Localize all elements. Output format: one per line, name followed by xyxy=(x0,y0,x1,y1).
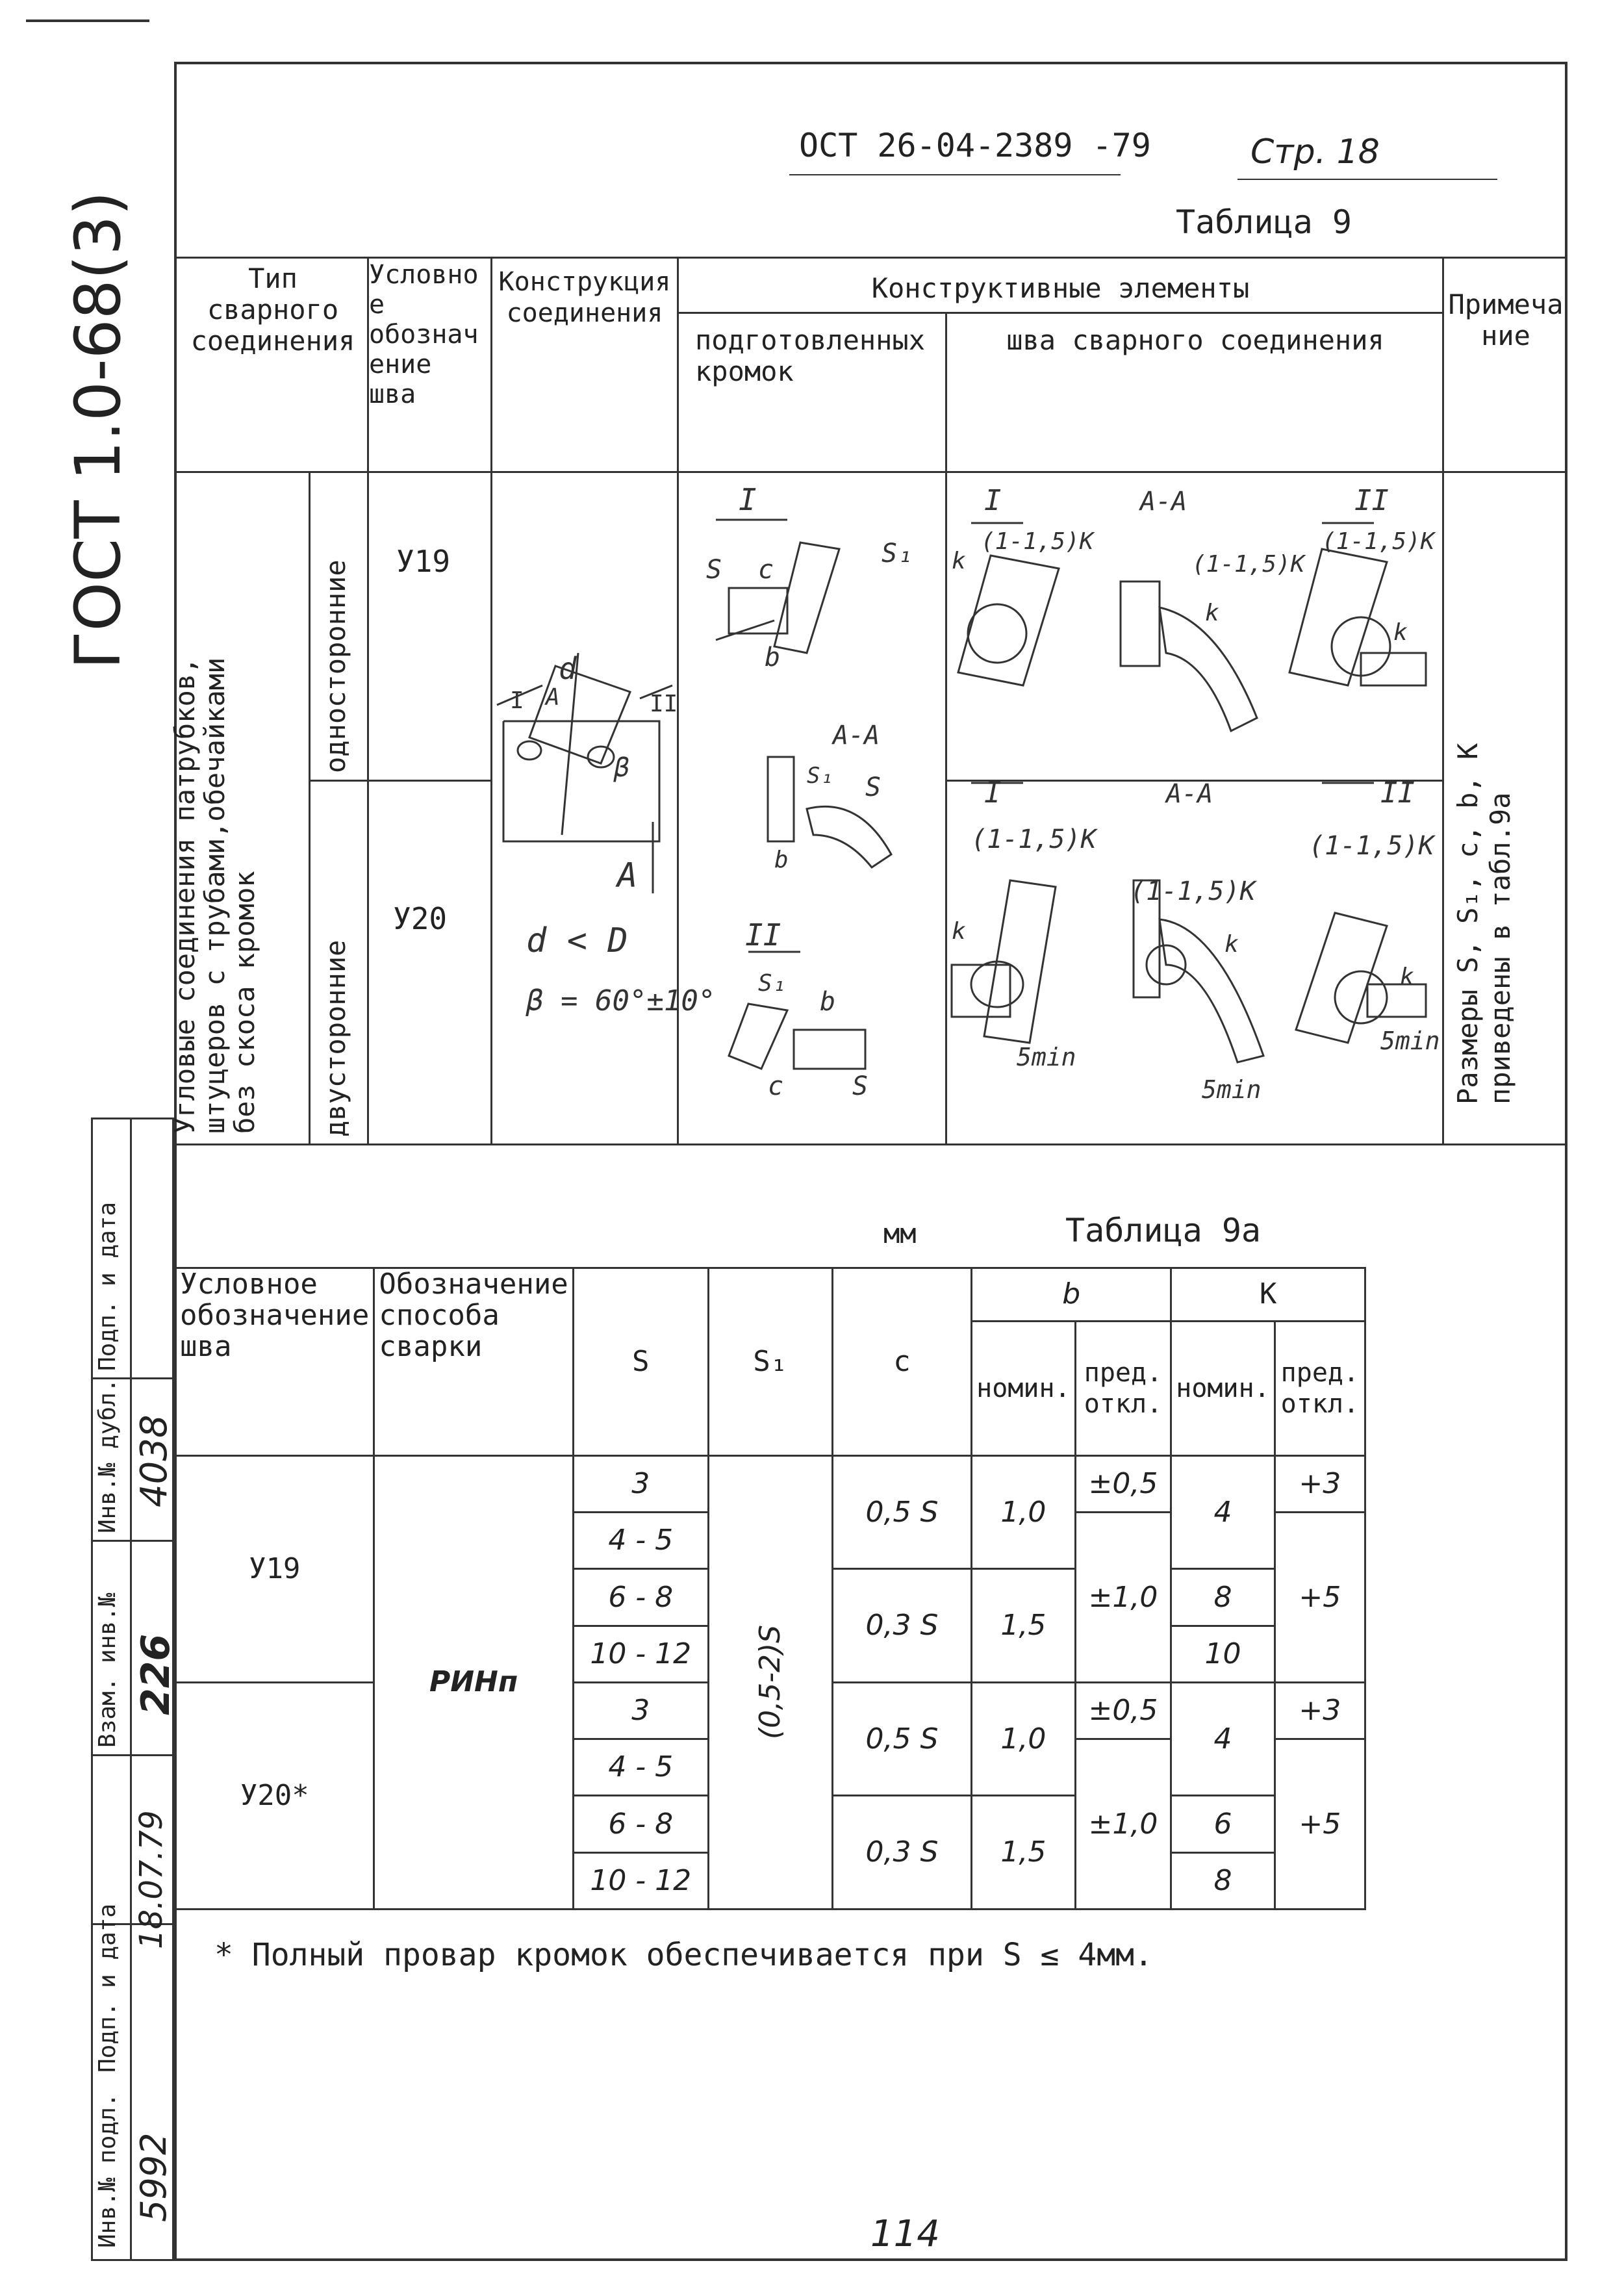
weld-label-k-range-3: (1-1,5)K xyxy=(1322,528,1435,555)
t9a-header-b: b xyxy=(972,1268,1171,1322)
stamp-divider xyxy=(130,1118,132,2261)
page-label-underline xyxy=(1237,179,1497,180)
header-type: Тип сварного соединения xyxy=(190,262,355,357)
table9-title: Таблица 9 xyxy=(1176,203,1352,241)
table-row: 0,3 S xyxy=(832,1569,971,1682)
header-prepared-edges: подготовленных кромок xyxy=(695,324,926,387)
stamp-label-inv: Инв.№ подл. xyxy=(94,2093,121,2248)
joint-type-text: Угловые соединения патрубков, штуцеров с трубами,обечайками без скоса кромок xyxy=(169,657,260,1134)
prep-label-aa: А-А xyxy=(833,721,880,750)
t9a-header-c: c xyxy=(832,1268,971,1456)
t9-col1c xyxy=(367,471,369,1144)
note-d-less-D: d < D xyxy=(526,921,628,960)
t9a-header-s1: S₁ xyxy=(708,1268,832,1456)
weld-label-i-b: I xyxy=(984,776,1002,810)
t9a-method: РИНп xyxy=(374,1455,573,1909)
weld-label-5min-2: 5min xyxy=(1202,1075,1262,1104)
table-row: 10 xyxy=(1171,1626,1275,1682)
stamp-row-2 xyxy=(91,1540,174,1542)
table-row: 1,0 xyxy=(972,1682,1076,1795)
label-a: A xyxy=(546,684,560,711)
t9a-k-dev: пред. откл. xyxy=(1275,1321,1365,1455)
t9-top-line xyxy=(174,257,1567,259)
stamp-label-sign2: Подп. и дата xyxy=(94,1201,121,1371)
t9a-k-nom: номин. xyxy=(1171,1321,1275,1455)
weld-label-k-2: k xyxy=(1205,600,1219,626)
table-row: 6 xyxy=(1171,1796,1275,1852)
label-beta: β xyxy=(614,753,630,783)
t9a-header-s: S xyxy=(573,1268,708,1456)
weld-label-k-range-6: (1-1,5)K xyxy=(1309,831,1434,861)
stamp-row-1 xyxy=(91,1754,174,1756)
stamp-label-dup: Инв.№ дубл. xyxy=(94,1378,121,1533)
weld-label-aa-b: А-А xyxy=(1166,779,1213,809)
document-reference: ОСТ 26-04-2389 -79 xyxy=(799,127,1151,164)
t9-col1b xyxy=(309,471,311,1144)
header-designation: Условное обозначение шва xyxy=(369,260,479,409)
weld-label-5min-1: 5min xyxy=(1017,1043,1076,1071)
label-a-large: A xyxy=(617,856,638,895)
table-row: 4 - 5 xyxy=(573,1513,708,1569)
label-d: d xyxy=(559,651,577,686)
prep-label-c: c xyxy=(758,555,774,585)
table-row: ±0,5 xyxy=(1075,1682,1171,1739)
code-u19: У19 xyxy=(396,544,451,579)
t9a-code-u20: У20* xyxy=(175,1682,374,1909)
prep-label-c-c: c xyxy=(768,1071,784,1101)
table-row: 8 xyxy=(1171,1852,1275,1909)
header-construction: Конструкция соединения xyxy=(498,267,671,328)
t9a-code-u19: У19 xyxy=(175,1455,374,1682)
prep-label-s1-b: S₁ xyxy=(807,763,833,789)
table-row: 8 xyxy=(1171,1569,1275,1626)
header-note: Примечание xyxy=(1448,288,1564,351)
table-row: 4 xyxy=(1171,1682,1275,1795)
footnote: * Полный провар кромок обеспечивается при S ≤ 4мм. xyxy=(214,1937,1153,1973)
table-row: 1,0 xyxy=(972,1455,1076,1568)
weld-label-k-5: k xyxy=(1224,931,1239,958)
table-row: ±0,5 xyxy=(1075,1455,1171,1512)
table-row: ±1,0 xyxy=(1075,1513,1171,1683)
table-row: +3 xyxy=(1275,1455,1365,1512)
header-weld: шва сварного соединения xyxy=(1006,324,1384,356)
t9-side-split xyxy=(309,780,490,782)
weld-label-k-range-1: (1-1,5)K xyxy=(981,528,1094,555)
prep-label-s-c: S xyxy=(852,1071,869,1101)
code-u20: У20 xyxy=(393,901,448,936)
table-row: 0,3 S xyxy=(832,1796,971,1910)
weld-label-k-range-5: (1-1,5)K xyxy=(1130,876,1256,906)
weld-label-k-range-2: (1-1,5)K xyxy=(1192,551,1305,578)
t9a-s1-value: (0,5-2)S xyxy=(753,1625,787,1740)
prep-label-b-c: b xyxy=(820,987,836,1017)
header-elements: Конструктивные элементы xyxy=(871,272,1250,304)
label-ii: II xyxy=(650,691,678,717)
weld-label-i: I xyxy=(984,484,1002,517)
stamp-value-dup: 4038 xyxy=(133,1414,175,1507)
weld-label-k-1: k xyxy=(952,548,966,574)
note-text: Размеры S, S₁, c, b, K приведены в табл.9а xyxy=(1452,743,1516,1105)
table-row: 6 - 8 xyxy=(573,1796,708,1852)
prep-label-s1: S₁ xyxy=(882,539,913,569)
unit-label: мм xyxy=(883,1218,917,1249)
table-row: 10 - 12 xyxy=(573,1626,708,1682)
note-beta-angle: β = 60°±10° xyxy=(526,984,716,1017)
prep-label-s-b: S xyxy=(865,773,882,802)
t9a-header-method: Обозначение способа сварки xyxy=(374,1268,573,1456)
construction-sketch xyxy=(490,471,716,1144)
prep-label-b-b: b xyxy=(774,847,789,873)
table-row: ±1,0 xyxy=(1075,1739,1171,1910)
page-number-label: Стр. 18 xyxy=(1250,133,1380,172)
weld-label-ii-b: II xyxy=(1380,776,1415,810)
standard-stamp: ГОСТ 1.0-68(3) xyxy=(62,191,134,669)
table-row: 3 xyxy=(573,1455,708,1512)
side-two: двусторонние xyxy=(320,939,351,1137)
t9a-b-nom: номин. xyxy=(972,1321,1076,1455)
corner-mark xyxy=(26,19,149,22)
weld-label-k-4: k xyxy=(952,918,966,945)
doc-ref-underline xyxy=(789,174,1121,175)
prep-label-s1-c: S₁ xyxy=(758,970,787,997)
table-row: 3 xyxy=(573,1682,708,1739)
table-row: 1,5 xyxy=(972,1796,1076,1910)
weld-label-5min-3: 5min xyxy=(1380,1027,1440,1055)
t9a-b-dev: пред. откл. xyxy=(1075,1321,1171,1455)
weld-sketch xyxy=(945,471,1442,1144)
t9-bottom xyxy=(174,1144,1567,1145)
weld-label-aa: А-А xyxy=(1140,487,1187,517)
table-row: 0,5 S xyxy=(832,1682,971,1795)
table-row: 1,5 xyxy=(972,1569,1076,1682)
t9a-s1-cell xyxy=(708,1455,832,1909)
stamp-value-repl: 226 xyxy=(133,1633,179,1715)
table9a xyxy=(174,1267,1366,1910)
weld-label-k-6: k xyxy=(1400,964,1414,990)
table9a-title: Таблица 9а xyxy=(1065,1212,1262,1249)
t9-sub-line xyxy=(677,312,1442,314)
weld-label-k-3: k xyxy=(1393,619,1408,646)
prep-label-s: S xyxy=(706,555,722,585)
table-row: 0,5 S xyxy=(832,1455,971,1568)
stamp-value-date: 18.07.79 xyxy=(133,1810,170,1949)
t9a-header-code: Условное обозначение шва xyxy=(175,1268,374,1456)
stamp-value-inv: 5992 xyxy=(133,2132,174,2222)
page-footer-number: 114 xyxy=(870,2213,940,2255)
weld-label-ii: II xyxy=(1354,484,1389,517)
weld-label-k-range-4: (1-1,5)K xyxy=(971,824,1097,854)
table-row: 4 - 5 xyxy=(573,1739,708,1796)
side-one: односторонние xyxy=(320,559,351,773)
table-row: 6 - 8 xyxy=(573,1569,708,1626)
t9a-header-k: K xyxy=(1171,1268,1365,1322)
stamp-label-sign1: Подп. и дата xyxy=(94,1903,121,2073)
prep-label-ii: II xyxy=(745,917,781,952)
prep-label-b: b xyxy=(765,643,781,672)
table-row: 4 xyxy=(1171,1455,1275,1568)
t9-col5 xyxy=(1442,257,1444,1144)
prep-label-i: I xyxy=(739,482,757,517)
prepared-edges-sketch xyxy=(677,471,945,1144)
table-row: +5 xyxy=(1275,1739,1365,1910)
table-row: +5 xyxy=(1275,1513,1365,1683)
table-row: +3 xyxy=(1275,1682,1365,1739)
label-i: I xyxy=(510,687,524,714)
stamp-label-repl: Взам. инв.№ xyxy=(94,1592,121,1748)
table-row: 10 - 12 xyxy=(573,1852,708,1909)
